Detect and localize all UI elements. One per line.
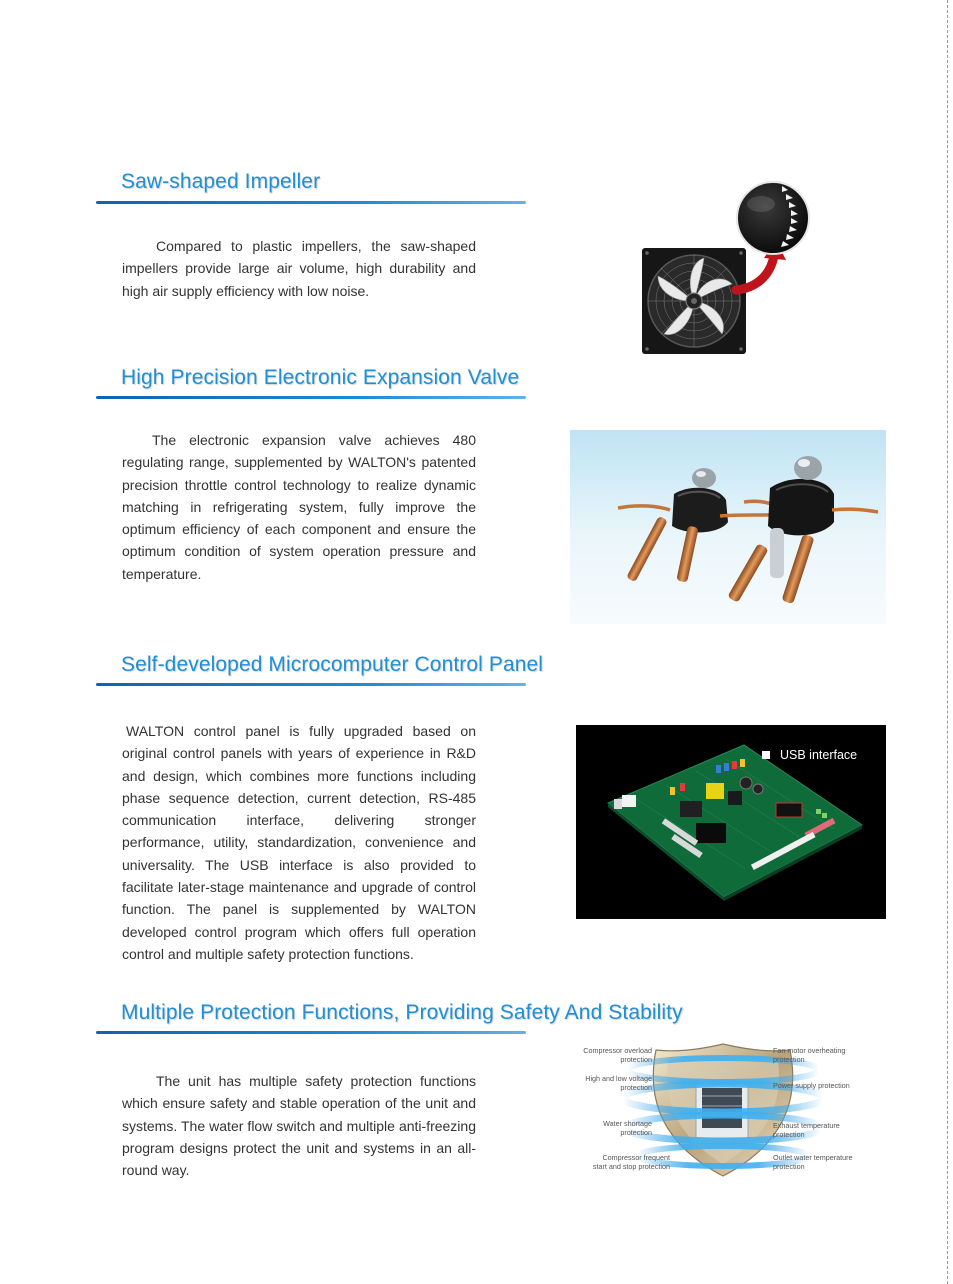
protection-label-left-1: Compressor overload protection xyxy=(583,1046,652,1064)
section-body: Compared to plastic impellers, the saw-shaped impellers provide large air volume, high durability and high air supply efficiency with low noise. xyxy=(122,238,476,299)
section-body: WALTON control panel is fully upgraded based on original control panels with years of experience in R&D and design, which combines more functions including phase sequence detection, current detection, RS-485 communication interface, delivering stronger performance, utility, standardization, convenience and universality. The USB interface is also provided to facilitate later-stage maintenance and upgrade of control function. The panel is supplemented by WALTON developed control program which offers full operation control and multiple safety protection functions. xyxy=(122,723,476,962)
section-body: The unit has multiple safety protection functions which ensure safety and stable operation of the unit and systems. The water flow switch and multiple anti-freezing program designs protect the unit and systems in an all-round way. xyxy=(122,1073,476,1179)
protection-label-right-3: Exhaust temperature protection xyxy=(773,1121,840,1139)
section-title: High Precision Electronic Expansion Valve xyxy=(121,366,520,389)
protection-label-right-2: Power supply protection xyxy=(773,1081,850,1090)
page-trim-line xyxy=(947,0,948,1284)
protection-label-right-4: Outlet water temperature protection xyxy=(773,1153,853,1171)
usb-interface-label: USB interface xyxy=(780,748,858,762)
protection-label-right-1: Fan motor overheating protection xyxy=(773,1046,846,1064)
section-title: Saw-shaped Impeller xyxy=(121,170,321,193)
protection-label-left-4: Compressor frequent start and stop protection xyxy=(592,1153,670,1171)
section-rule xyxy=(96,1031,526,1034)
section-title: Self-developed Microcomputer Control Panel xyxy=(121,653,544,676)
section-body: The electronic expansion valve achieves 480 regulating range, supplemented by WALTON's patented precision throttle control technology to realize dynamic matching in refrigerating system, fully improve the optimum efficiency of each component and ensure the optimum condition of system operation pressure and temperature. xyxy=(122,432,476,582)
protection-label-left-3: Water shortage protection xyxy=(603,1119,652,1137)
section-title: Multiple Protection Functions, Providing Safety And Stability xyxy=(121,1001,683,1024)
protection-label-left-2: High and low voltage protection xyxy=(585,1074,652,1092)
protection-shield-figure xyxy=(578,1040,868,1180)
